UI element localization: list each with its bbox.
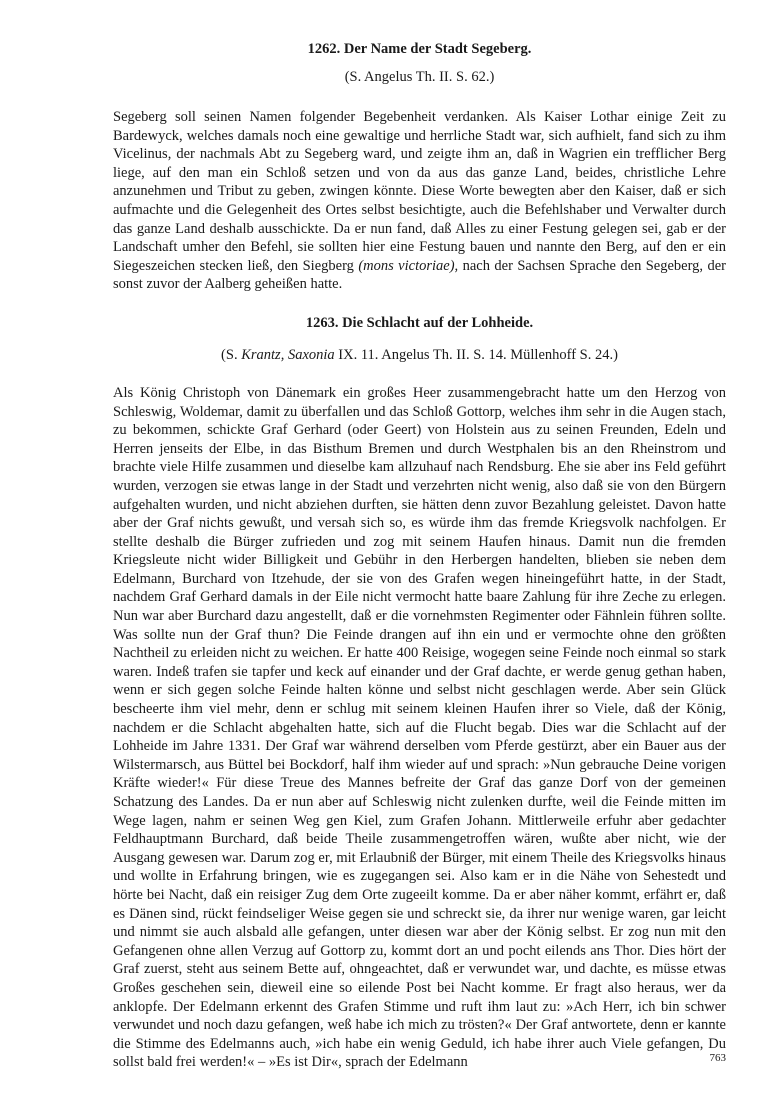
body-text: nach der Sachsen Sprache den Segeberg, der sonst zuvor der Aalberg geheißen hatte. — [113, 257, 726, 293]
section-body — [113, 108, 726, 294]
section-body: Als König Christoph von Dänemark ein großes Heer zusammengebracht hatte um den Herzog von Schleswig, Woldemar, damit zu überfallen und das Schloß Gottorp, welches ihm sehr in die Augen stach, zu bekommen, schickte Graf Gerhard (oder Geert) von Holstein aus zu seinen Freunden, Edeln und Herren jenseits der Elbe, in das Bisthum Bremen und durch Westphalen bis an den Rheinstrom und brachte viele Hilfe zusammen und dieselbe kam allzuhauf nach Rendsburg. Ehe sie aber ins Feld geführt wurden, verzogen sie etwas lange in der Stadt und verzehrten nicht wenig, also daß sie von den Bürgern aufgehalten wurden, und nicht abziehen durften, sie hätten denn zuvor Bezahlung geleistet. Davon hatte aber der Graf nichts gewußt, und versah sich so, es würde ihm das fremde Kriegsvolk nachfolgen. Er stellte deshalb die Bürger zufrieden und zog mit seinem Haufen hinaus. Damit nun die fremden Kriegsleute nicht wider Billigkeit und Gebühr in den Herbergen handelten, blieben sie neben dem Edelmann, Burchard von Itzehude, der sie von des Grafen wegen hineingeführt hatte, in der Stadt, nachdem Graf Gerhard damals in der Eile nicht vermocht hatte baare Zahlung für ihre Zeche zu erlegen. Nun war aber Burchard dazu angestellt, daß er die vornehmsten Regimenter oder Fähnlein führen sollte. Was sollte nun der Graf thun? Die Feinde drangen auf ihn ein und er vermochte ohne den größten Nachtheil zu erleiden nicht zu weichen. Er hatte 400 Reisige, wogegen seine Feinde noch einmal so stark waren. Indeß trafen sie tapfer und keck auf einander und der Graf dachte, er werde genug gethan haben, wenn er sich gegen solche Feinde halten könne und selbst nicht geschlagen werde. Aber sein Glück bescheerte ihm viel mehr, denn er schlug mit seinem kleinen Haufen ihrer so Viele, daß der König, nachdem er die Schlacht abgehalten hatte, sich auf die Flucht begab. Dies war die Schlacht auf der Lohheide im Jahre 1331. Der Graf war während derselben vom Pferde gestürzt, aber ein Bauer aus der Wilstermarsch, aus Büttel bei Bockdorf, half ihm wieder auf und sprach: »Nun gebrauche Deine vorigen Kräfte wieder!« Für diese Treue des Mannes befreite der Graf das ganze Dorf von der gemeinen Schatzung des Landes. Da er nun aber auf Schleswig nicht zulenken durfte, weil die Feinde mitten im Wege lagen, nahm er seinen Weg gen Kiel, zum Grafen Johann. Mittlerweile erfuhr aber gedachter Feldhauptmann Burchard, daß beide Theile zusammengetroffen wären, wußte aber nicht, wie der Ausgang gewesen war. Darum zog er, mit Erlaubniß der Bürger, mit einem Theile des Kriegsvolks hinaus und wollte in Erfahrung bringen, wie es zugegangen sei. Also kam er in die Nähe von Sehestedt und hörte bei Nacht, daß ein reisiger Zug dem Orte zugeeilt komme. Da er aber näher kommt, erfährt er, daß es Dänen sind, rückt feindseliger Weise gegen sie und schreckt sie, da ihrer nur wenige waren, gar leicht und nimmt sie auch alsbald alle gefangen, unter diesen war aber der König selbst. Er zog nun mit den Gefangenen ohne allen Verzug auf Gottorp zu, kommt dort an und pocht eilends ans Thor. Dies hört der Graf zuerst, steht aus seinem Bette auf, ohngeachtet, daß er verwundet war, und dachte, es müsse etwas Großes geschehen sein, dieweil eine so eilende Post bei Nacht komme. Er fragt also heraus, wer da anklopfe. Der Edelmann erkennt des Grafen Stimme und ruft ihm laut zu: »Ach Herr, ich bin schwer verwundet und noch dazu gefangen, weß habe ich mich zu trösten?« Der Graf antwortete, denn er kannte die Stimme des Edelmanns auch, »ich habe ein wenig Geduld, ich habe ihrer auch Viele gefangen, Du sollst bald frei werden!« – »Es ist Dir«, sprach der Edelmann — [113, 384, 726, 1071]
section-title: 1262. Der Name der Stadt Segeberg. — [307, 41, 532, 57]
source-text: IX. 11. Angelus Th. II. S. 14. Müllenhoff S. 24.) — [338, 346, 618, 363]
section-1263 — [113, 314, 726, 1072]
body-text: Segeberg soll seinen Namen folgender Begebenheit verdanken. Als Kaiser Lothar einige Zeit zu Bardewyck, welches damals noch eine gewaltige und herrliche Stadt war, sich aufhielt, fand sich zu ihm Vicelinus, der nachmals Abt zu Segeberg ward, und zeigte ihm an, daß in Wagrien ein trefflicher Berg liege, auf den man ein Schloß setzen und von da aus das ganze Land, beides, christliche Lehre anzunehmen und Tribut zu geben, zwingen könnte. Diese Worte bewegten aber den Kaiser, daß er sich aufmachte und die Gelegenheit des Ortes selbst besichtigte, auch die Befehlshaber und Verwalter durch das ganze Land deshalb ausschickte. Da er nun fand, daß Alles zu einer Festung gelegen sei, gab er der Landschaft umher den Befehl, sie sollten hier eine Festung bauen und nannte den Berg, auf den er ein Siegeszeichen stecken ließ, den Siegberg — [113, 109, 726, 274]
section-source: (S. Angelus Th. II. S. 62.) — [344, 69, 495, 85]
section-source — [113, 346, 726, 364]
source-text: (S. — [221, 346, 238, 363]
section-title: 1263. Die Schlacht auf der Lohheide. — [305, 314, 534, 331]
body-italic-text: (mons victoriae), — [358, 257, 459, 274]
page-number: 763 — [709, 1052, 726, 1064]
source-italic-text: Krantz, Saxonia — [241, 346, 335, 363]
page-content — [113, 40, 726, 1072]
section-1262 — [113, 40, 726, 294]
